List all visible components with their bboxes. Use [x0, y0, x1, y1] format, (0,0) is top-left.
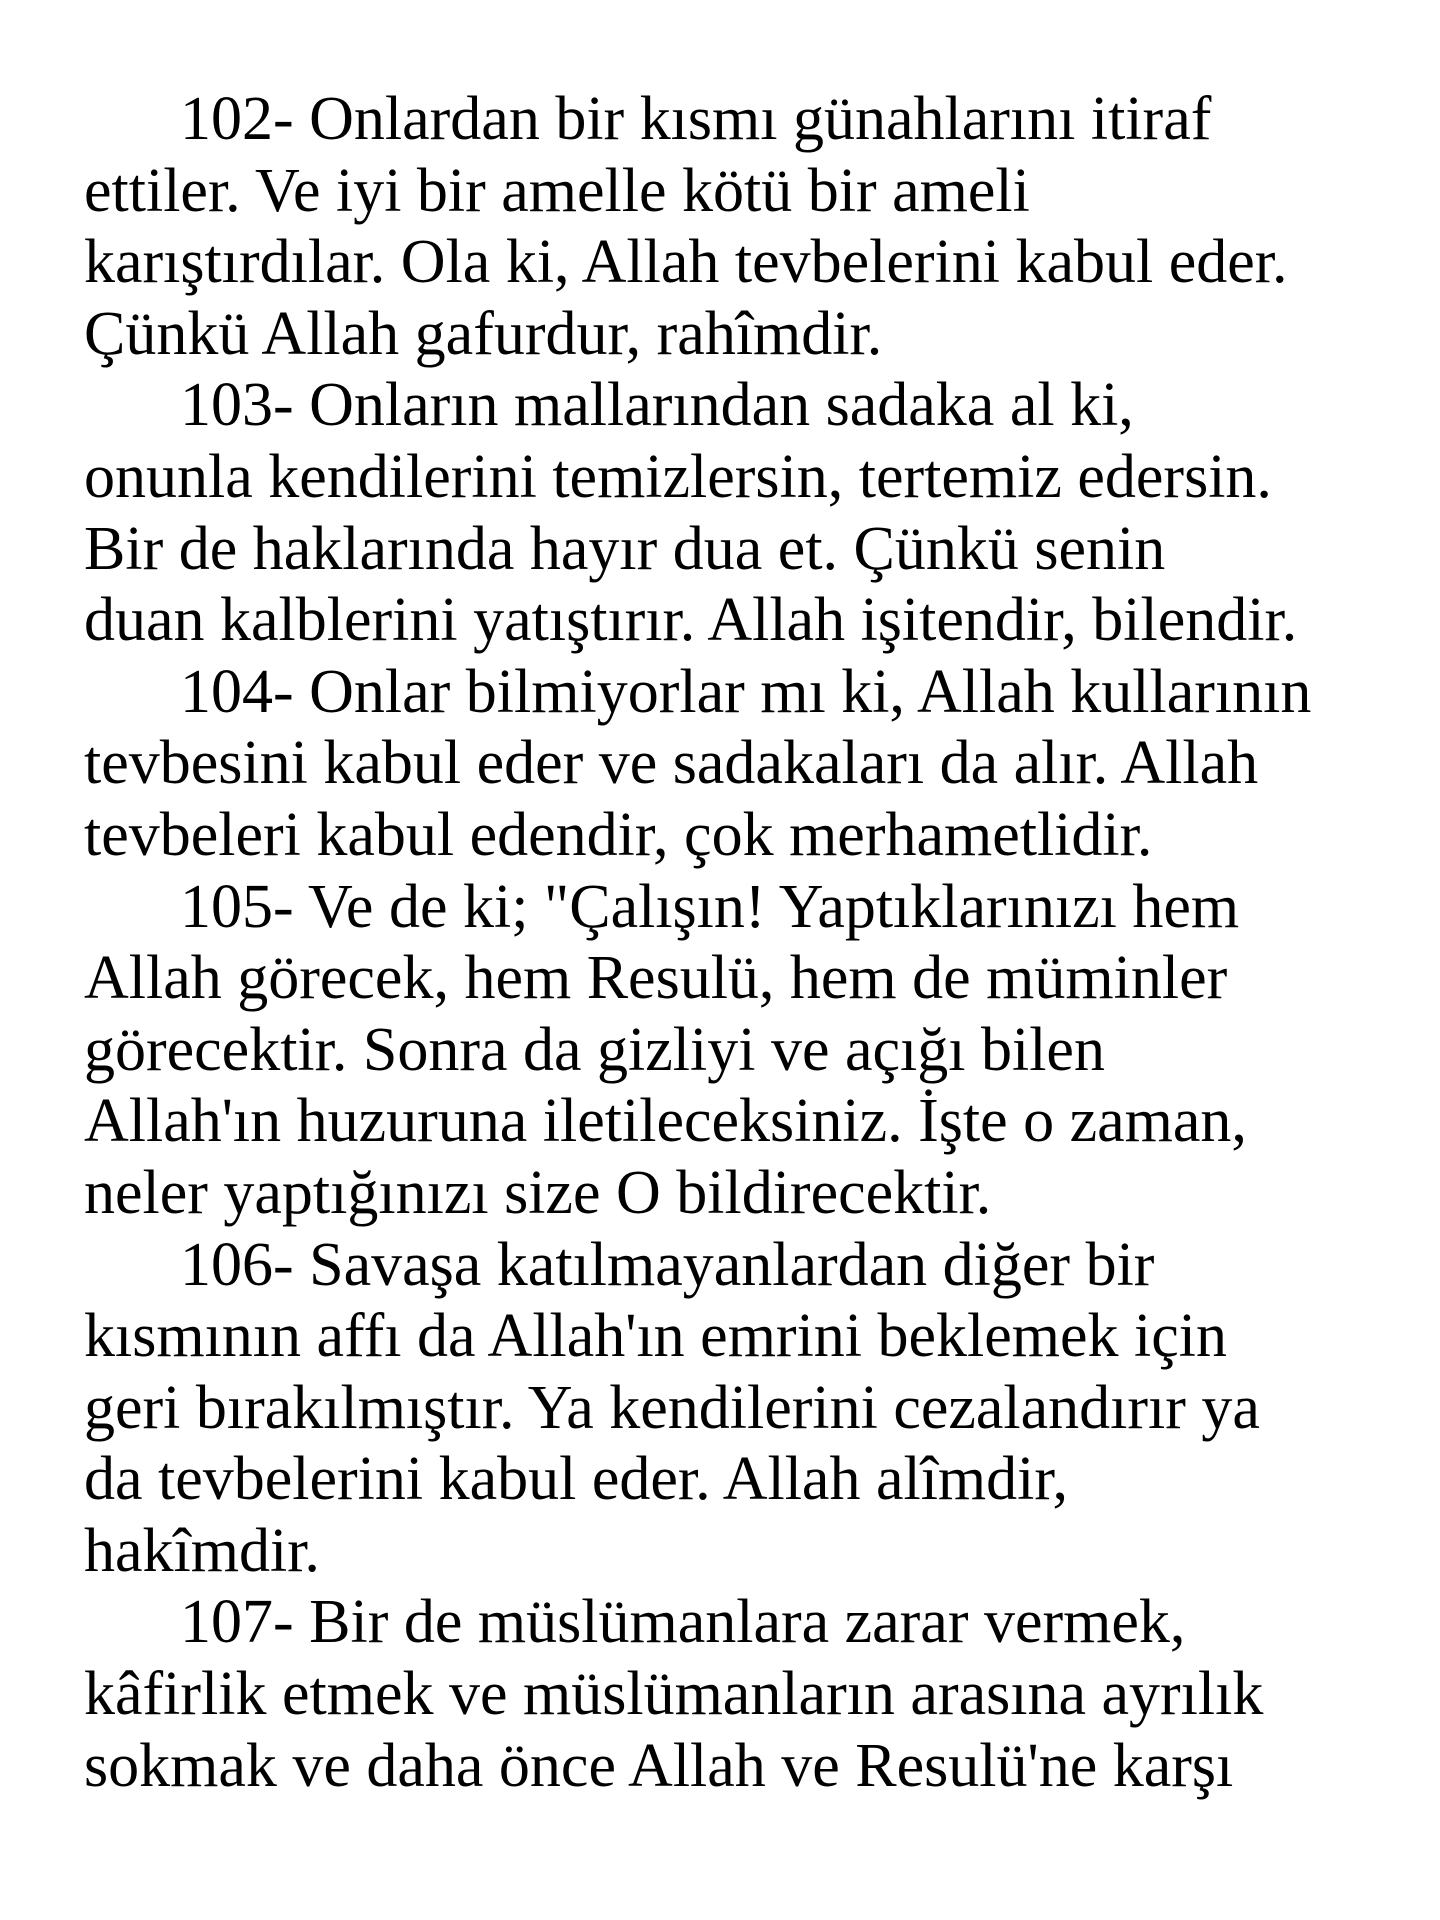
verse-106	[84, 1230, 1384, 1588]
text-line: da tevbelerini kabul eder. Allah alîmdir,	[84, 1445, 1069, 1514]
verse-105	[84, 872, 1384, 1230]
text-line: onunla kendilerini temizlersin, tertemiz edersin.	[84, 442, 1272, 511]
text-line: 104- Onlar bilmiyorlar mı ki, Allah kullarının	[180, 657, 1312, 726]
document-page	[84, 84, 1384, 1802]
text-line: 105- Ve de ki; "Çalışın! Yaptıklarınızı hem	[180, 872, 1240, 941]
text-line: Bir de haklarında hayır dua et. Çünkü senin	[84, 514, 1166, 583]
text-line: hakîmdir.	[84, 1516, 320, 1585]
text-line: tevbeleri kabul edendir, çok merhametlidir.	[84, 800, 1153, 869]
text-line: geri bırakılmıştır. Ya kendilerini cezalandırır ya	[84, 1373, 1260, 1442]
text-line: duan kalblerini yatıştırır. Allah işitendir, bilendir.	[84, 586, 1298, 655]
verse-104	[84, 657, 1384, 872]
verse-107	[84, 1587, 1384, 1802]
text-line: karıştırdılar. Ola ki, Allah tevbelerini kabul eder.	[84, 228, 1288, 297]
text-line: Allah'ın huzuruna iletileceksiniz. İşte o zaman,	[84, 1087, 1247, 1156]
verse-103	[84, 370, 1384, 656]
text-line: kâfirlik etmek ve müslümanların arasına ayrılık	[84, 1660, 1264, 1729]
text-line: sokmak ve daha önce Allah ve Resulü'ne karşı	[84, 1731, 1234, 1800]
text-line: kısmının affı da Allah'ın emrini beklemek için	[84, 1302, 1228, 1371]
verse-102	[84, 84, 1384, 370]
text-line: neler yaptığınızı size O bildirecektir.	[84, 1158, 992, 1227]
text-line: tevbesini kabul eder ve sadakaları da alır. Allah	[84, 729, 1259, 798]
text-line: 106- Savaşa katılmayanlardan diğer bir	[180, 1230, 1155, 1299]
text-line: Allah görecek, hem Resulü, hem de müminler	[84, 944, 1228, 1013]
text-line: ettiler. Ve iyi bir amelle kötü bir ameli	[84, 156, 1030, 225]
text-line: 107- Bir de müslümanlara zarar vermek,	[180, 1588, 1186, 1657]
text-line: 103- Onların mallarından sadaka al ki,	[180, 371, 1134, 440]
text-line: Çünkü Allah gafurdur, rahîmdir.	[84, 299, 883, 368]
text-line: görecektir. Sonra da gizliyi ve açığı bilen	[84, 1015, 1105, 1084]
text-line: 102- Onlardan bir kısmı günahlarını itiraf	[180, 85, 1212, 153]
